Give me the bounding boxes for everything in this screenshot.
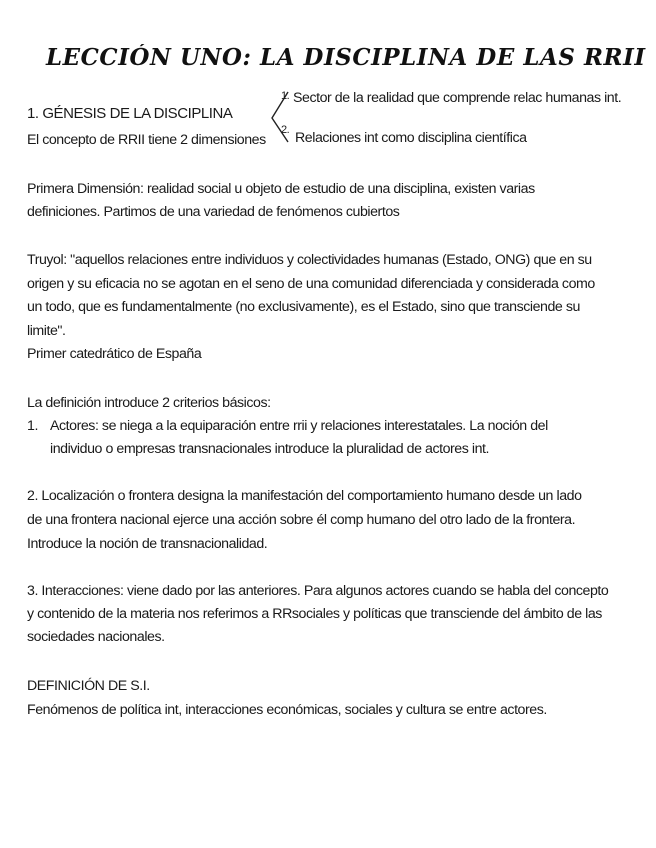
truyol-line-4: limite". <box>27 323 66 339</box>
interacciones-line-2: y contenido de la materia nos referimos a RRsociales y políticas que transciende del ámbito de las <box>27 606 602 622</box>
definicion-text: Fenómenos de política int, interacciones económicas, sociales y cultura se entre actores. <box>27 702 547 718</box>
truyol-note: Primer catedrático de España <box>27 346 202 362</box>
dimension-1-num: 1. <box>281 90 290 102</box>
concept-intro: El concepto de RRII tiene 2 dimensiones <box>27 132 266 148</box>
primera-line-2: definiciones. Partimos de una variedad de fenómenos cubiertos <box>27 204 400 220</box>
interacciones-line-3: sociedades nacionales. <box>27 629 165 645</box>
actores-line-2: individuo o empresas transnacionales introduce la pluralidad de actores int. <box>50 441 489 457</box>
localizacion-line-3: Introduce la noción de transnacionalidad. <box>27 536 268 552</box>
actores-num: 1. <box>27 418 38 434</box>
interacciones-line-1: 3. Interacciones: viene dado por las anteriores. Para algunos actores cuando se habla del concepto <box>27 583 609 599</box>
primera-line-1: Primera Dimensión: realidad social u objeto de estudio de una disciplina, existen varias <box>27 181 535 197</box>
truyol-line-1: Truyol: "aquellos relaciones entre individuos y colectividades humanas (Estado, ONG) que en su <box>27 252 592 268</box>
criterios-intro: La definición introduce 2 criterios básicos: <box>27 395 271 411</box>
dimension-2-num: 2. <box>281 124 290 136</box>
dimension-2-text: Relaciones int como disciplina científica <box>295 130 527 146</box>
localizacion-line-1: 2. Localización o frontera designa la manifestación del comportamiento humano desde un lado <box>27 488 582 504</box>
dimension-1-text: Sector de la realidad que comprende relac humanas int. <box>293 90 622 106</box>
truyol-line-3: un todo, que es fundamentalmente (no exclusivamente), es el Estado, sino que transciende su <box>27 299 580 315</box>
page-title: LECCIÓN UNO: LA DISCIPLINA DE LAS RRII <box>46 44 646 71</box>
definicion-heading: DEFINICIÓN DE S.I. <box>27 678 150 694</box>
truyol-line-2: origen y su eficacia no se agotan en el seno de una comunidad diferenciada y considerada como <box>27 276 595 292</box>
localizacion-line-2: de una frontera nacional ejerce una acción sobre él comp humano del otro lado de la frontera. <box>27 512 576 528</box>
actores-line-1: Actores: se niega a la equiparación entre rrii y relaciones interestatales. La noción del <box>50 418 548 434</box>
section-heading-genesis: 1. GÉNESIS DE LA DISCIPLINA <box>27 105 233 122</box>
